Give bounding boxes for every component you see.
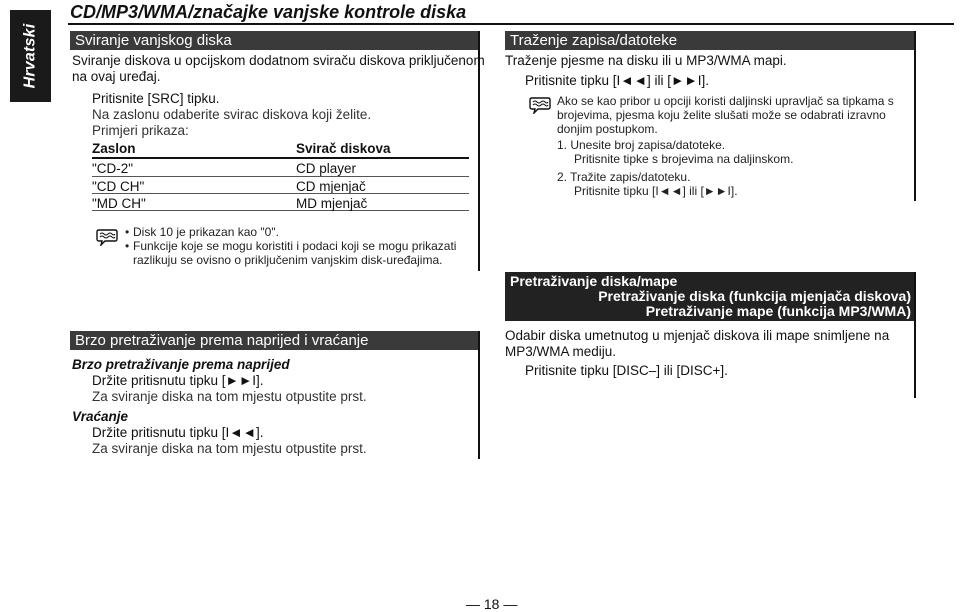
examples-label: Primjeri prikaza:: [92, 123, 189, 138]
section-heading-fast-search: Brzo pretraživanje prema naprijed i vraćanje: [70, 331, 479, 350]
table-cell-display: "CD-2": [92, 161, 134, 176]
disc-search-heading-2: Pretraživanje diska (funkcija mjenjača diskova): [598, 288, 911, 304]
intro-line-2: na ovaj uređaj.: [72, 69, 161, 84]
track-note-line-1: Ako se kao pribor u opciji koristi daljinski upravljač sa tipkama s: [557, 94, 894, 108]
language-tab: [10, 10, 51, 102]
track-note-line-3: donjim postupkom.: [557, 122, 658, 136]
back-title: Vraćanje: [72, 409, 129, 424]
page-title: CD/MP3/WMA/značajke vanjske kontrole diska: [70, 2, 467, 22]
column-divider: [478, 331, 480, 459]
forward-line-2: Za sviranje diska na tom mjestu otpustite prst.: [92, 389, 367, 404]
note-icon: [529, 96, 551, 114]
table-header: [92, 139, 469, 158]
note-bullet-2-cont: razlikuju se ovisno o priključenim vanjskim disk-uređajima.: [133, 253, 443, 267]
language-tab-label: Hrvatski: [21, 23, 39, 89]
step-2: Na zaslonu odaberite svirac diskova koji želite.: [92, 107, 372, 122]
disc-search-heading-3: Pretraživanje mape (funkcija MP3/WMA): [645, 303, 911, 319]
table-header-display: Zaslon: [92, 141, 136, 156]
track-step-2: 2. Tražite zapis/datoteku.: [557, 170, 691, 184]
back-line-1: Držite pritisnutu tipku [I◄◄].: [92, 425, 264, 440]
intro-line-1: Sviranje diskova u opcijskom dodatnom sviraču diskova priključenom: [72, 53, 485, 68]
track-step-1: 1. Unesite broj zapisa/datoteke.: [557, 138, 726, 152]
table-cell-player: MD mjenjač: [296, 196, 368, 211]
disc-search-heading-1: Pretraživanje diska/mape: [510, 273, 678, 289]
track-step-2-detail: Pritisnite tipku [I◄◄] ili [►►I].: [574, 184, 738, 198]
column-divider: [914, 272, 916, 398]
disc-search-line-1: Odabir diska umetnutog u mjenjač diskova ili mape snimljene na: [505, 328, 890, 343]
page-number: — 18 —: [466, 596, 518, 612]
table-row: [92, 193, 469, 211]
table-cell-player: CD player: [296, 161, 357, 176]
track-note-line-2: brojevima, pjesma koju želite slušati može se odabrati izravno: [557, 108, 886, 122]
table-cell-display: "CD CH": [92, 179, 145, 194]
forward-line-1: Držite pritisnutu tipku [►►I].: [92, 373, 264, 388]
note-bullet-1: • Disk 10 je prikazan kao "0".: [133, 225, 279, 240]
track-search-line-2: Pritisnite tipku [I◄◄] ili [►►I].: [525, 73, 709, 88]
column-divider: [914, 31, 916, 201]
note-icon: [96, 228, 118, 246]
section-heading-track-search: Traženje zapisa/datoteke: [505, 31, 916, 50]
disc-search-line-2: MP3/WMA mediju.: [505, 344, 617, 359]
disc-search-line-3: Pritisnite tipku [DISC–] ili [DISC+].: [525, 363, 728, 378]
back-line-2: Za sviranje diska na tom mjestu otpustite prst.: [92, 441, 367, 456]
table-cell-display: "MD CH": [92, 196, 146, 211]
table-cell-player: CD mjenjač: [296, 179, 366, 194]
step-1: Pritisnite [SRC] tipku.: [92, 91, 220, 106]
title-rule: [68, 23, 954, 25]
track-search-line-1: Traženje pjesme na disku ili u MP3/WMA mapi.: [505, 53, 787, 68]
section-heading-disc-search: [505, 272, 916, 321]
forward-title: Brzo pretraživanje prema naprijed: [72, 357, 290, 372]
track-step-1-detail: Pritisnite tipke s brojevima na daljinskom.: [574, 152, 794, 166]
table-header-player: Svirač diskova: [296, 141, 391, 156]
note-bullet-2: • Funkcije koje se mogu koristiti i podaci koji se mogu prikazati: [133, 239, 456, 254]
section-heading-external-disc: Sviranje vanjskog diska: [70, 31, 479, 50]
